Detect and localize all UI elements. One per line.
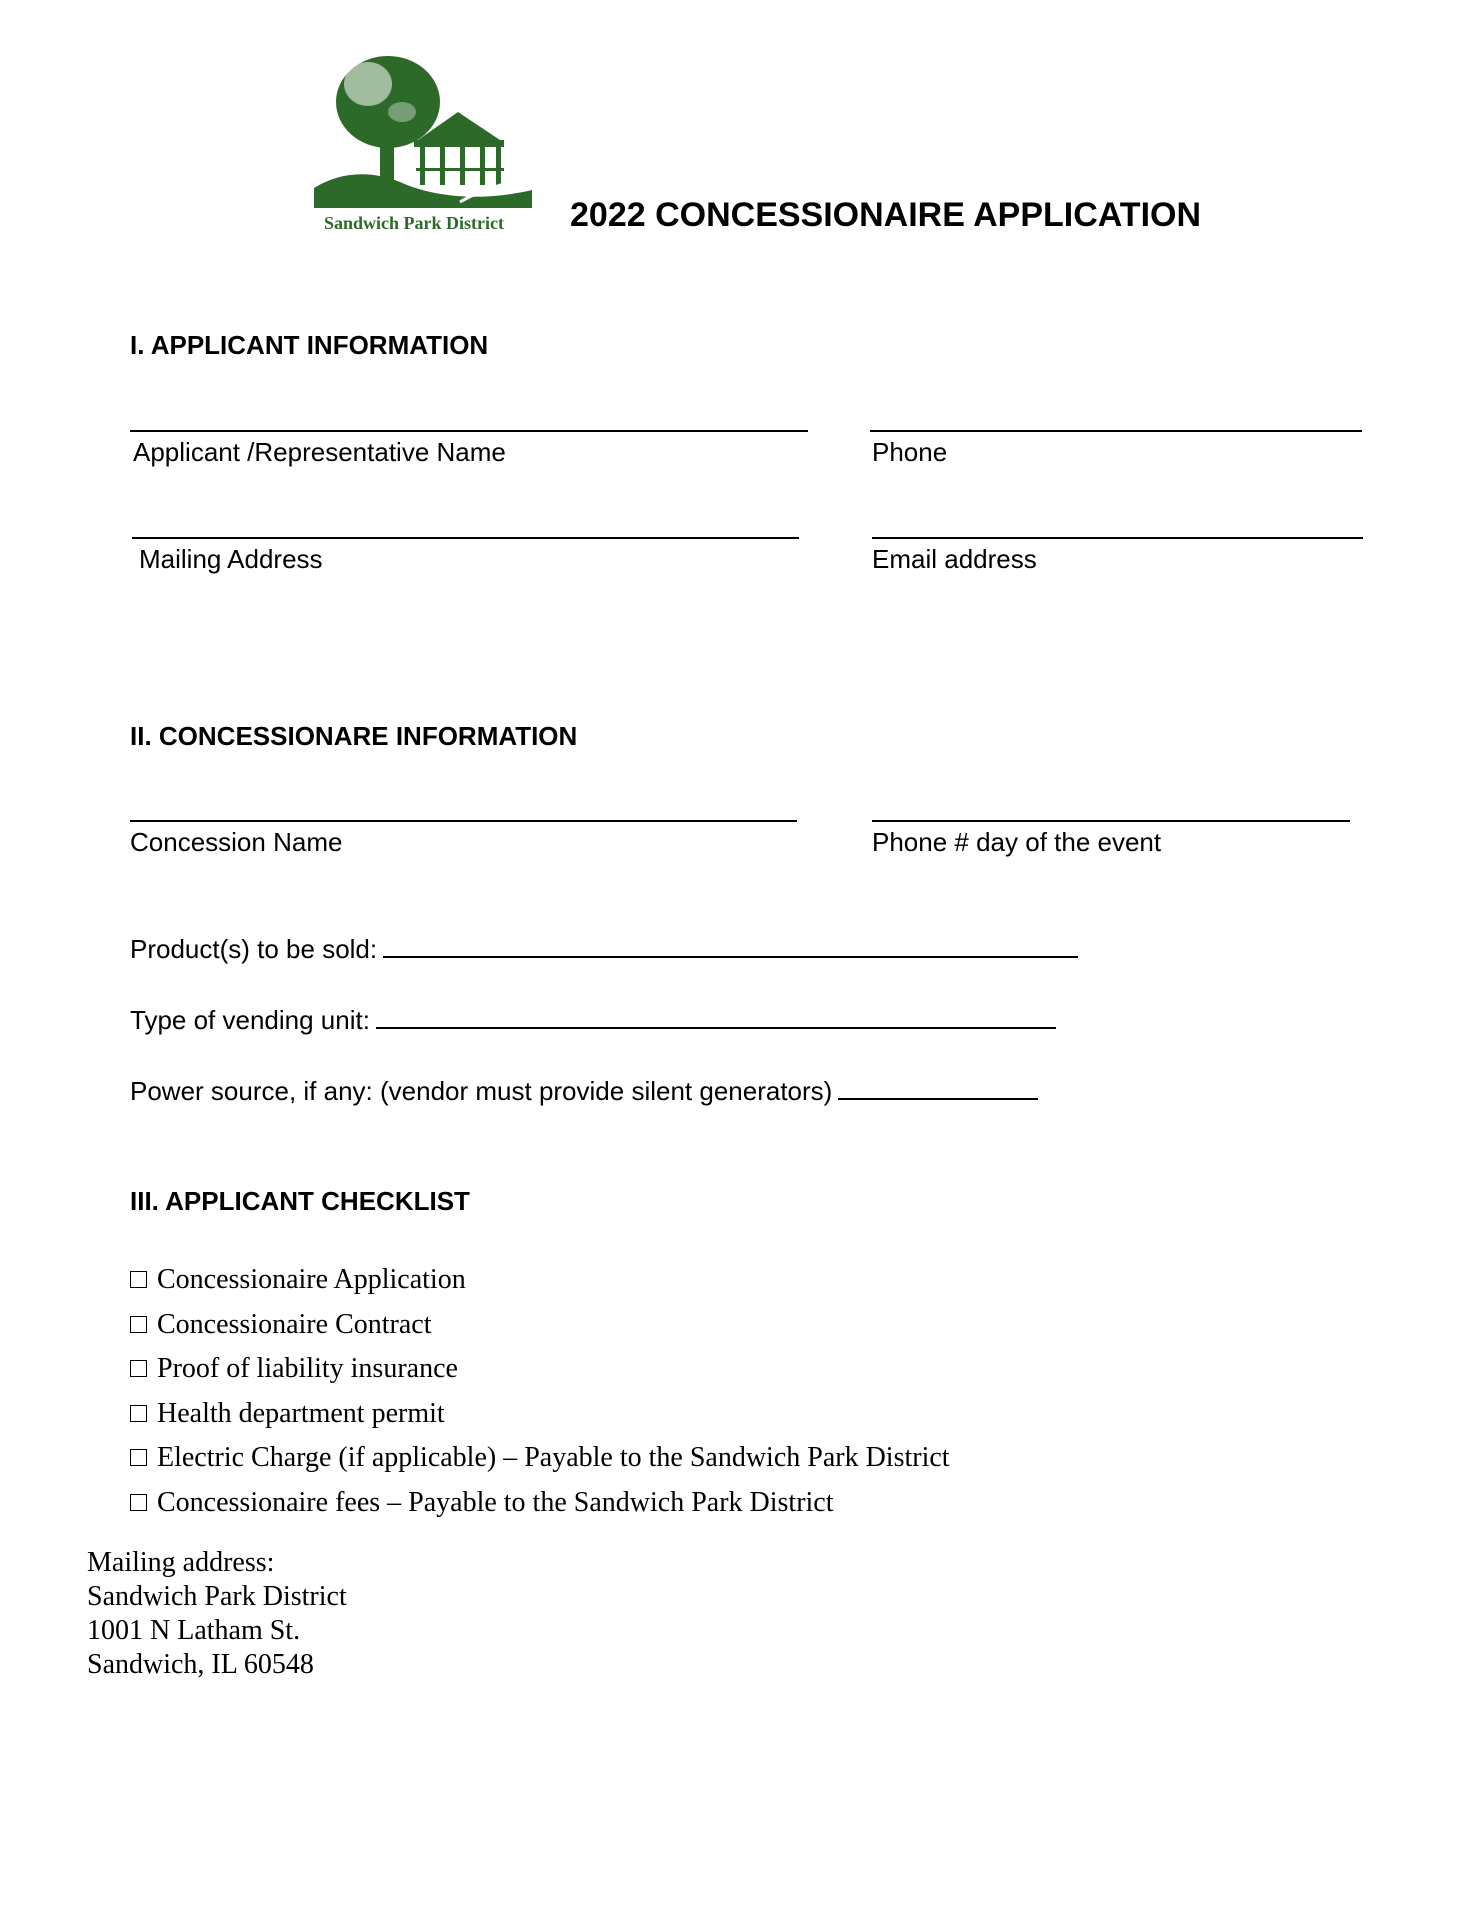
checklist-item-label: Electric Charge (if applicable) – Payable to the Sandwich Park District <box>157 1442 950 1474</box>
checkbox[interactable] <box>130 1360 147 1377</box>
applicant-name-label: Applicant /Representative Name <box>133 437 506 467</box>
tree-gazebo-logo-icon <box>310 50 540 215</box>
document-title: 2022 CONCESSIONAIRE APPLICATION <box>570 196 1202 234</box>
power-field[interactable] <box>838 1076 1038 1100</box>
checklist-item <box>130 1481 950 1526</box>
applicant-name-field[interactable] <box>130 430 808 432</box>
logo-text: Sandwich Park District <box>324 213 504 233</box>
email-field[interactable] <box>872 537 1363 539</box>
checklist-item <box>130 1258 950 1303</box>
checkbox[interactable] <box>130 1449 147 1466</box>
checkbox[interactable] <box>130 1316 147 1333</box>
email-label: Email address <box>872 544 1037 574</box>
products-row <box>130 934 1078 965</box>
checklist-item <box>130 1303 950 1348</box>
checkbox[interactable] <box>130 1494 147 1511</box>
mailing-address-block <box>87 1546 347 1682</box>
power-label: Power source, if any: (vendor must provide silent generators) <box>130 1076 833 1106</box>
event-phone-field[interactable] <box>872 820 1350 822</box>
products-label: Product(s) to be sold: <box>130 934 378 964</box>
checklist-item-label: Concessionaire fees – Payable to the Sandwich Park District <box>157 1486 834 1518</box>
mailing-address-field[interactable] <box>132 537 799 539</box>
checkbox[interactable] <box>130 1271 147 1288</box>
checklist-item <box>130 1436 950 1481</box>
checklist-item <box>130 1347 950 1392</box>
park-district-logo <box>310 50 540 240</box>
phone-field[interactable] <box>870 430 1362 432</box>
mailing-line: 1001 N Latham St. <box>87 1615 301 1646</box>
checklist-item-label: Concessionaire Application <box>157 1264 466 1295</box>
mailing-line: Sandwich Park District <box>87 1581 347 1612</box>
mailing-address-label: Mailing Address <box>139 544 323 574</box>
products-field[interactable] <box>383 934 1078 958</box>
checklist-item-label: Concessionaire Contract <box>157 1308 432 1340</box>
concession-name-field[interactable] <box>130 820 797 822</box>
mailing-line: Sandwich, IL 60548 <box>87 1649 314 1680</box>
power-row <box>130 1076 1038 1107</box>
checklist <box>130 1258 950 1526</box>
checklist-item-label: Health department permit <box>157 1397 445 1429</box>
vending-row <box>130 1005 1056 1036</box>
mailing-heading: Mailing address: <box>87 1547 275 1578</box>
concession-name-label: Concession Name <box>130 827 343 857</box>
checklist-item <box>130 1392 950 1437</box>
event-phone-label: Phone # day of the event <box>872 827 1162 857</box>
section-concessionaire-heading: II. CONCESSIONARE INFORMATION <box>130 721 578 751</box>
vending-label: Type of vending unit: <box>130 1005 370 1035</box>
section-checklist-heading: III. APPLICANT CHECKLIST <box>130 1186 470 1216</box>
phone-label: Phone <box>872 437 948 467</box>
checkbox[interactable] <box>130 1405 147 1422</box>
vending-field[interactable] <box>376 1005 1056 1029</box>
section-applicant-heading: I. APPLICANT INFORMATION <box>130 330 489 360</box>
checklist-item-label: Proof of liability insurance <box>157 1353 458 1385</box>
